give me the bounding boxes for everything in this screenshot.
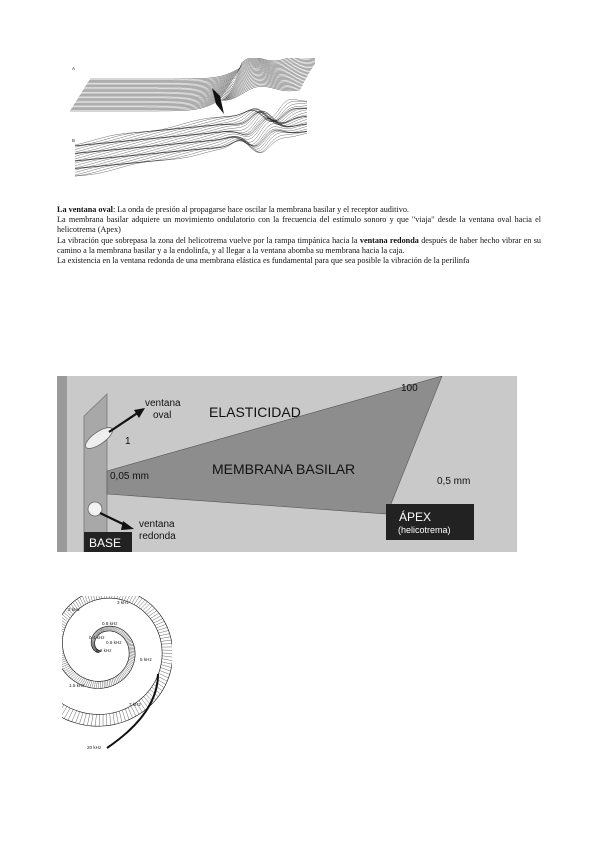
cochlea-spiral <box>62 596 172 748</box>
label-a: A <box>72 66 76 71</box>
membrana-label: MEMBRANA BASILAR <box>212 461 356 477</box>
base-width: 0,05 mm <box>110 471 149 482</box>
base-label: BASE <box>89 536 122 550</box>
elasticidad-label: ELASTICIDAD <box>209 404 301 420</box>
apex-label: ÁPEX <box>399 510 432 524</box>
freq-3khz: 3 kHz <box>117 600 129 605</box>
oval-label-2: oval <box>153 410 172 421</box>
apex-width: 0,5 mm <box>437 476 471 487</box>
paragraph-1 <box>57 205 541 215</box>
paragraph-3-start: La vibración que sobrepasa la zona del helicotrema vuelve por la rampa timpánica hacia la <box>57 235 360 245</box>
freq-5khz: 5 kHz <box>140 657 152 662</box>
elasticity-max: 100 <box>401 383 418 394</box>
round-label-1: ventana <box>139 519 175 530</box>
term-ventana-oval: La ventana oval <box>57 205 113 214</box>
body-text <box>57 205 541 266</box>
freq-08khz: 0.8 kHz <box>102 621 118 626</box>
term-ventana-redonda: ventana redonda <box>359 235 419 245</box>
freq-20khz: 20 kHz <box>87 745 102 750</box>
paragraph-4: La existencia en la ventana redonda de una membrana elástica es fundamental para que sea posible la vibración de la perilinfa <box>57 256 470 266</box>
freq-7khz: 7 kHz <box>129 702 141 707</box>
base-wall <box>84 394 107 552</box>
wave-a-lines <box>70 58 315 114</box>
freq-2khz: 2 kHz <box>68 607 80 612</box>
helicotrema-label: (helicotrema) <box>398 525 451 535</box>
label-b: B <box>72 138 76 143</box>
paragraph-3 <box>57 236 541 256</box>
paragraph-1-text: : La onda de presión al propagarse hace oscilar la membrana basilar y el receptor auditivo. <box>112 205 409 214</box>
freq-02khz: 0.2 kHz <box>96 648 112 653</box>
traveling-wave-figure <box>60 58 315 183</box>
basilar-membrane-figure <box>57 376 517 552</box>
elasticity-min: 1 <box>125 436 131 447</box>
freq-06khz: 0.6 kHz <box>106 640 122 645</box>
wave-b-lines <box>75 99 307 176</box>
freq-04khz: 0.4 kHz <box>89 635 105 640</box>
round-label-2: redonda <box>139 531 176 542</box>
paragraph-2: La membrana basilar adquiere un movimiento ondulatorio con la frecuencia del estímulo sonoro y que "viaja" desde la ventana oval hacia el helicotrema (Apex) <box>57 215 541 235</box>
oval-label-1: ventana <box>145 398 181 409</box>
freq-15khz: 1.5 kHz <box>69 683 85 688</box>
left-edge-shadow <box>57 376 67 552</box>
paragraph-3-end: después de haber hecho vibrar en su camino a la membrana basilar y a la endolinfa, y al llegar a la ventana abomba su membrana hacia la caja. <box>57 235 541 255</box>
cochlea-frequency-map <box>62 596 172 758</box>
